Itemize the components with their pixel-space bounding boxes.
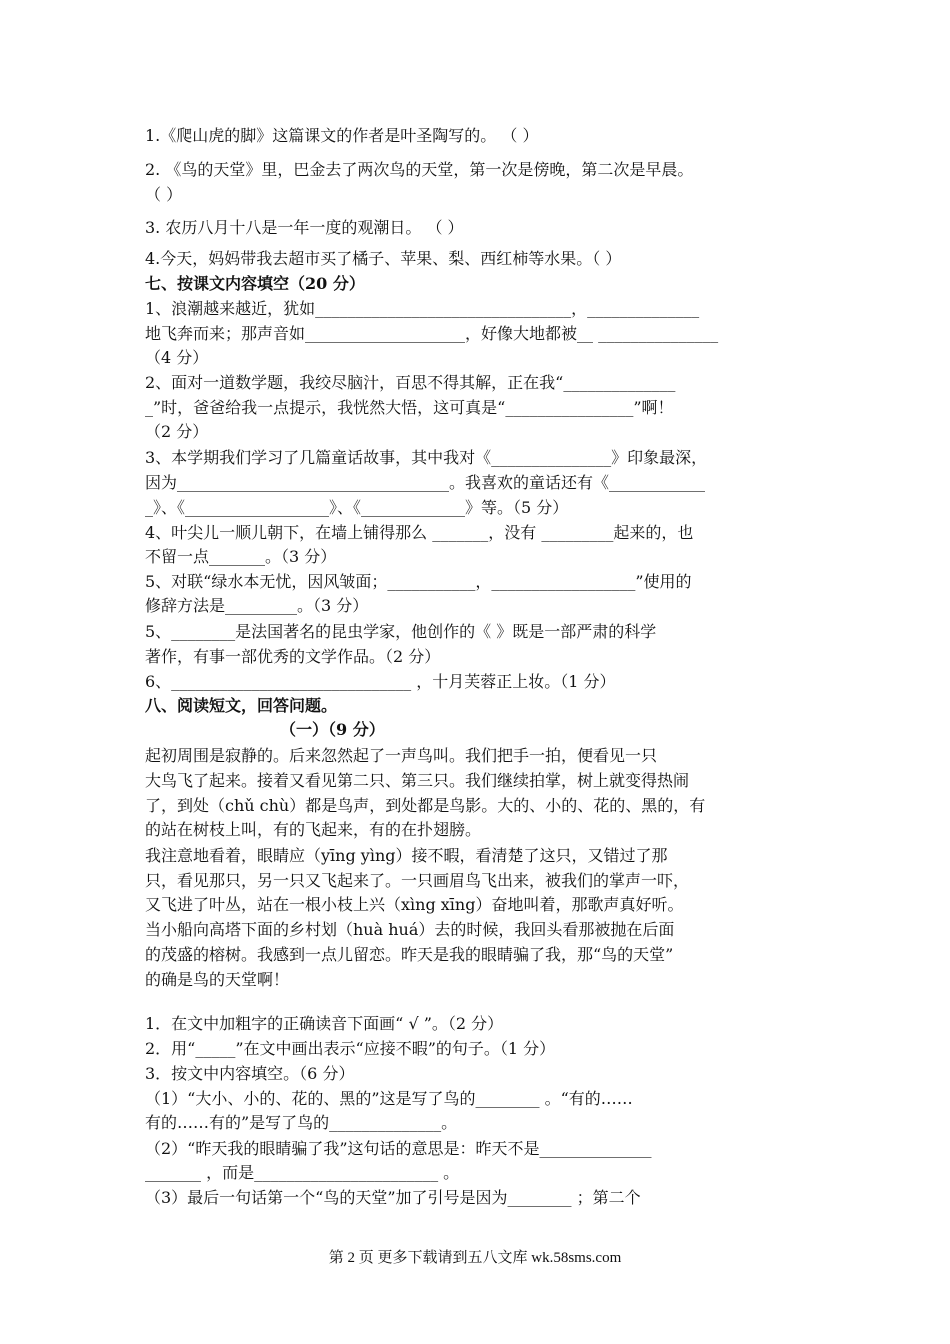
question-line: （3）最后一句话第一个“鸟的天堂”加了引号是因为________ ；第二个 bbox=[145, 1188, 641, 1207]
section-8-title: 八、阅读短文，回答问题。 bbox=[145, 696, 338, 715]
s7-line: 地飞奔而来；那声音如____________________，好像大地都被__ _______________ bbox=[145, 324, 719, 343]
s7-line: 6、______________________________ ，十月芙蓉正上妆。（1 分） bbox=[145, 672, 616, 691]
question-line: 3．按文中内容填空。（6 分） bbox=[145, 1064, 355, 1083]
passage-line: 的站在树枝上叫，有的飞起来，有的在扑翅膀。 bbox=[145, 820, 482, 839]
question-line: _______ ，而是_______________________ 。 bbox=[145, 1163, 460, 1182]
s7-line: 3、本学期我们学习了几篇童话故事，其中我对《_______________》印象最深， bbox=[145, 448, 708, 467]
tf-line-4: 4.今天，妈妈带我去超市买了橘子、苹果、梨、西红柿等水果。（ ） bbox=[145, 249, 622, 268]
passage-line: 大鸟飞了起来。接着又看见第二只、第三只。我们继续拍掌，树上就变得热闹 bbox=[145, 771, 690, 790]
passage-line: 的茂盛的榕树。我感到一点儿留恋。昨天是我的眼睛骗了我，那“鸟的天堂” bbox=[145, 945, 674, 964]
question-line: （1）“大小、小的、花的、黑的”这是写了鸟的________ 。“有的…… bbox=[145, 1089, 633, 1108]
section-8-subtitle: （一）（9 分） bbox=[280, 720, 385, 739]
tf-line-2: 2. 《鸟的天堂》里，巴金去了两次鸟的天堂，第一次是傍晚，第二次是早晨。 bbox=[145, 160, 694, 179]
passage-line: 只，看见那只，另一只又飞起来了。一只画眉鸟飞出来，被我们的掌声一吓， bbox=[145, 871, 690, 890]
s7-line: 因为__________________________________。我喜欢的童话还有《____________ bbox=[145, 473, 706, 492]
s7-line: 5、对联“绿水本无忧，因风皱面；___________，__________________”使用的 bbox=[145, 572, 692, 591]
passage-line: 了，到处（chǔ chù）都是鸟声，到处都是鸟影。大的、小的、花的、黑的，有 bbox=[145, 796, 706, 815]
tf-line-2b: （ ） bbox=[145, 185, 183, 204]
s7-line: _》、《__________________》、《_____________》等。（5 分） bbox=[145, 498, 569, 517]
s7-line: 2、面对一道数学题，我绞尽脑汁，百思不得其解，正在我“______________ bbox=[145, 373, 676, 392]
s7-line: 1、浪潮越来越近，犹如________________________________，______________ bbox=[145, 299, 700, 318]
s7-line: 5、________是法国著名的昆虫学家，他创作的《 》既是一部严肃的科学 bbox=[145, 622, 657, 641]
passage-line: 当小船向高塔下面的乡村划（huà huá）去的时候，我回头看那被抛在后面 bbox=[145, 920, 675, 939]
s7-line: 不留一点_______。（3 分） bbox=[145, 547, 337, 566]
s7-line: 4、叶尖儿一顺儿朝下，在墙上铺得那么 _______，没有 _________起来的，也 bbox=[145, 523, 694, 542]
page-footer: 第 2 页 更多下载请到五八文库 wk.58sms.com bbox=[328, 1250, 622, 1266]
tf-line-1: 1.《爬山虎的脚》这篇课文的作者是叶圣陶写的。 （ ） bbox=[145, 126, 539, 145]
passage-line: 我注意地看着，眼睛应（yīng yìng）接不暇，看清楚了这只，又错过了那 bbox=[145, 846, 668, 865]
question-line: 1．在文中加粗字的正确读音下面画“ √ ”。（2 分） bbox=[145, 1014, 504, 1033]
tf-line-3: 3. 农历八月十八是一年一度的观潮日。 （ ） bbox=[145, 218, 464, 237]
s7-line: _”时，爸爸给我一点提示，我恍然大悟，这可真是“________________”啊！ bbox=[145, 398, 674, 417]
passage-line: 又飞进了叶丛，站在一根小枝上兴（xìng xīng）奋地叫着，那歌声真好听。 bbox=[145, 895, 684, 914]
section-7-title: 七、按课文内容填空（20 分） bbox=[145, 274, 365, 293]
question-line: 2．用“_____”在文中画出表示“应接不暇”的句子。（1 分） bbox=[145, 1039, 556, 1058]
question-line: （2）“昨天我的眼睛骗了我”这句话的意思是：昨天不是______________ bbox=[145, 1139, 652, 1158]
s7-line: （2 分） bbox=[145, 422, 209, 441]
s7-line: 修辞方法是_________。（3 分） bbox=[145, 596, 369, 615]
s7-line: 著作，有事一部优秀的文学作品。（2 分） bbox=[145, 647, 441, 666]
passage-line: 的确是鸟的天堂啊！ bbox=[145, 970, 290, 989]
passage-line: 起初周围是寂静的。后来忽然起了一声鸟叫。我们把手一拍，便看见一只 bbox=[145, 746, 658, 765]
question-line: 有的……有的”是写了鸟的______________。 bbox=[145, 1113, 458, 1132]
s7-line: （4 分） bbox=[145, 348, 209, 367]
